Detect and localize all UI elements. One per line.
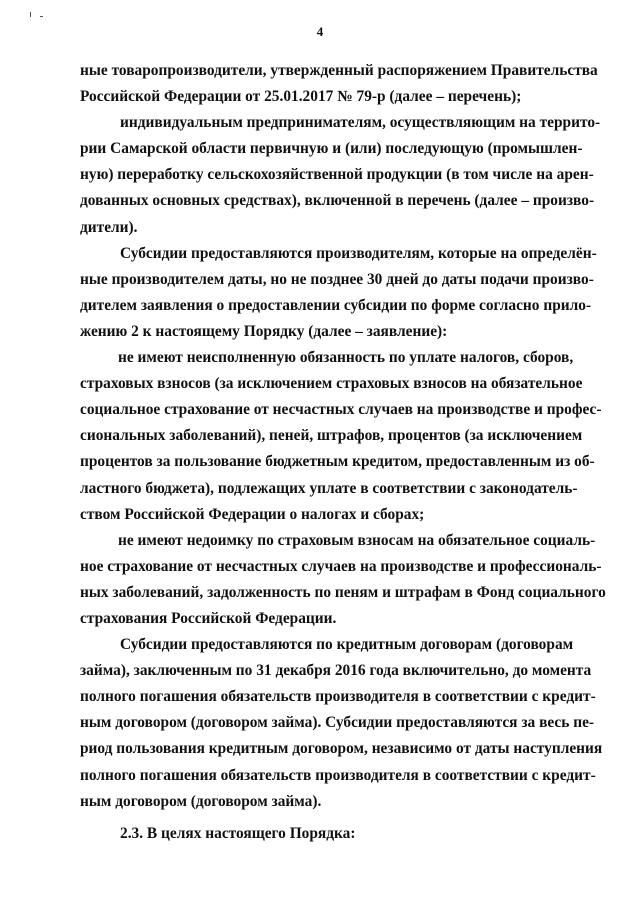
text-line: жению 2 к настоящему Порядку (далее – заявление):: [80, 322, 448, 340]
paragraph: [80, 821, 560, 847]
text-line: Российской Федерации от 25.01.2017 № 79-р (далее – перечень);: [80, 88, 522, 106]
scan-corner-mark: [40, 16, 43, 17]
paragraph: [80, 241, 597, 345]
text-line: страховых взносов (за исключением страховых взносов на обязательное: [80, 375, 583, 393]
text-line: ством Российской Федерации о налогах и сборах;: [80, 505, 425, 523]
paragraph: [80, 528, 606, 632]
scan-corner-mark: [30, 12, 31, 17]
text-line: полного погашения обязательств производителя в соответствии с кредит-: [80, 688, 596, 706]
text-line: индивидуальным предпринимателям, осуществляющим на террито-: [120, 114, 601, 132]
text-line: ластного бюджета), подлежащих уплате в соответствии с законодатель-: [80, 479, 578, 497]
text-line: ным договором (договором займа).: [80, 792, 322, 810]
text-line: ные производителем даты, но не позднее 30 дней до даты подачи произво-: [80, 270, 594, 288]
paragraph: [80, 345, 602, 528]
text-line: страхования Российской Федерации.: [80, 609, 337, 627]
text-line: ные товаропроизводители, утвержденный распоряжением Правительства: [80, 62, 598, 79]
text-line: Субсидии предоставляются производителям, которые на определён-: [120, 244, 597, 262]
text-line: дители).: [80, 218, 138, 236]
text-line: риод пользования кредитным договором, независимо от даты наступления: [80, 740, 603, 758]
text-line: ных заболеваний, задолженность по пеням и штрафам в Фонд социального: [80, 583, 606, 601]
text-line: ным договором (договором займа). Субсидии предоставляются за весь пе-: [80, 714, 595, 732]
text-line: займа), заключенным по 31 декабря 2016 года включительно, до момента: [80, 662, 592, 680]
text-line: процентов за пользование бюджетным кредитом, предоставленным из об-: [80, 453, 595, 471]
text-line: Субсидии предоставляются по кредитным договорам (договорам: [120, 636, 574, 654]
paragraph: [80, 110, 601, 240]
text-line: дителем заявления о предоставлении субсидии по форме согласно прило-: [80, 296, 592, 314]
text-line: полного погашения обязательств производителя в соответствии с кредит-: [80, 766, 596, 784]
text-line: социальное страхование от несчастных случаев на производстве и профес-: [80, 401, 602, 419]
text-line: не имеют недоимку по страховым взносам на обязательное социаль-: [118, 531, 596, 549]
paragraph: [80, 632, 603, 815]
text-line: не имеют неисполненную обязанность по уплате налогов, сборов,: [118, 349, 574, 367]
text-line: ную) переработку сельскохозяйственной продукции (в том числе на арен-: [80, 166, 594, 184]
text-line: дованных основных средствах), включенной в перечень (далее – произво-: [80, 192, 595, 210]
document-body: [80, 58, 606, 847]
text-line: сиональных заболеваний), пеней, штрафов, процентов (за исключением: [80, 427, 583, 445]
text-line: рии Самарской области первичную и (или) последующую (промышлен-: [80, 140, 583, 158]
page-number: 4: [316, 24, 324, 39]
text-line: ное страхование от несчастных случаев на производстве и профессиональ-: [80, 557, 602, 575]
text-line: 2.3. В целях настоящего Порядка:: [120, 824, 356, 842]
paragraph: [80, 58, 598, 110]
